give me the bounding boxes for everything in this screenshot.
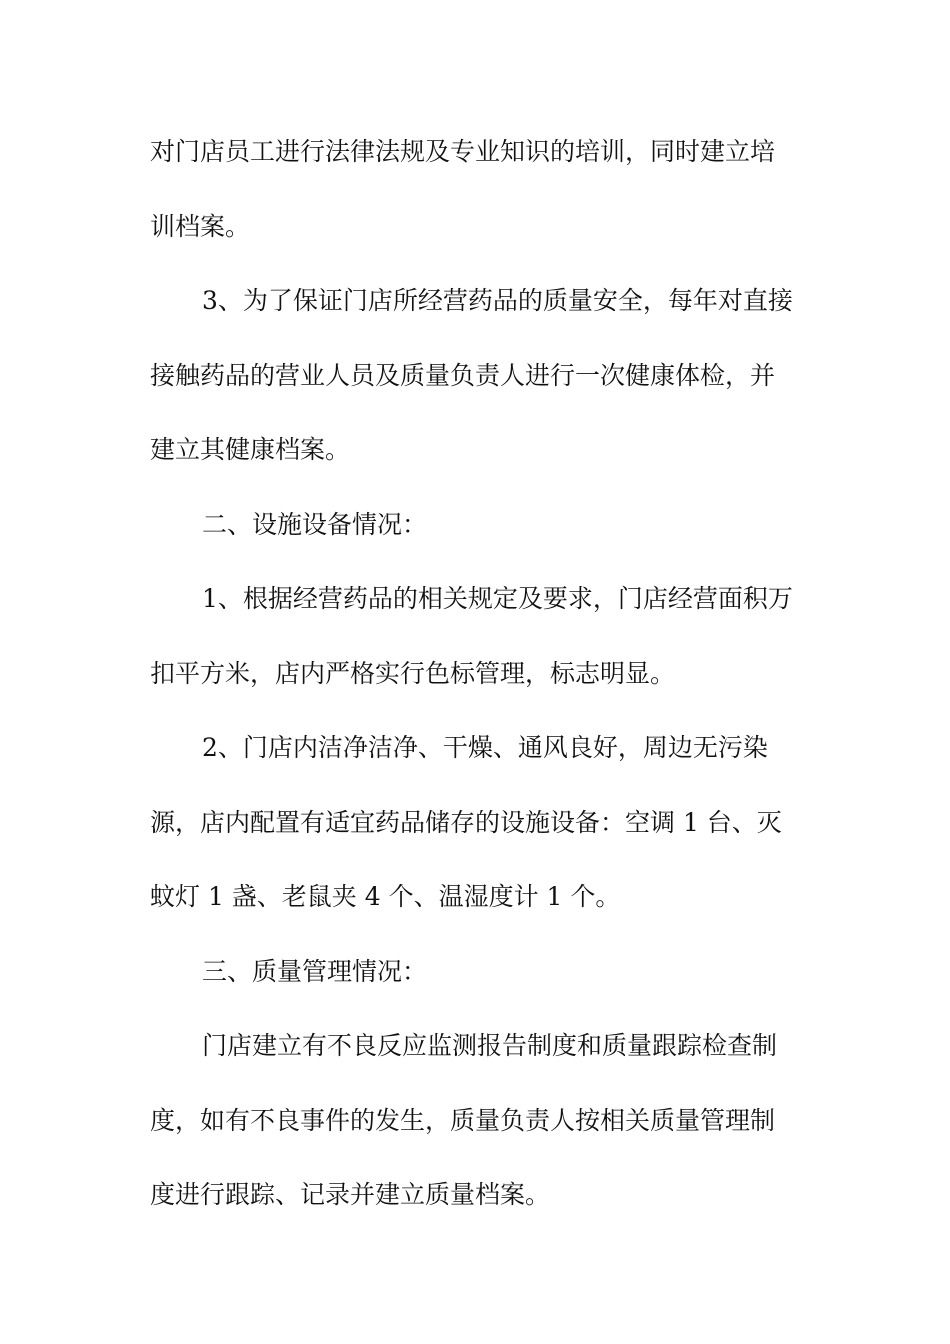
- text-line: 建立其健康档案。: [150, 435, 351, 464]
- text-line: 门店建立有不良反应监测报告制度和质量跟踪检查制: [202, 1031, 778, 1060]
- text-line: 度，如有不良事件的发生，质量负责人按相关质量管理制: [150, 1105, 776, 1135]
- text-line: 扣平方米，店内严格实行色标管理，标志明显。: [150, 658, 676, 688]
- text-line: 对门店员工进行法律法规及专业知识的培训，同时建立培: [150, 137, 776, 166]
- text-line: 蚊灯 1 盏、老鼠夹 4 个、温湿度计 1 个。: [150, 882, 621, 911]
- text-line: 1、根据经营药品的相关规定及要求，门店经营面积万: [202, 584, 793, 613]
- text-line: 源，店内配置有适宜药品储存的设施设备：空调 1 台、灭: [150, 807, 782, 837]
- text-line: 接触药品的营业人员及质量负责人进行一次健康体检，并: [150, 360, 776, 390]
- section-heading: 三、质量管理情况：: [202, 956, 428, 986]
- text-line: 训档案。: [150, 211, 251, 241]
- text-line: 2、门店内洁净洁净、干燥、通风良好，周边无污染: [202, 733, 768, 762]
- section-heading: 二、设施设备情况：: [202, 509, 428, 539]
- text-line: 3、为了保证门店所经营药品的质量安全，每年对直接: [202, 286, 793, 315]
- document-body: [150, 115, 810, 1233]
- text-line: 度进行跟踪、记录并建立质量档案。: [150, 1180, 551, 1209]
